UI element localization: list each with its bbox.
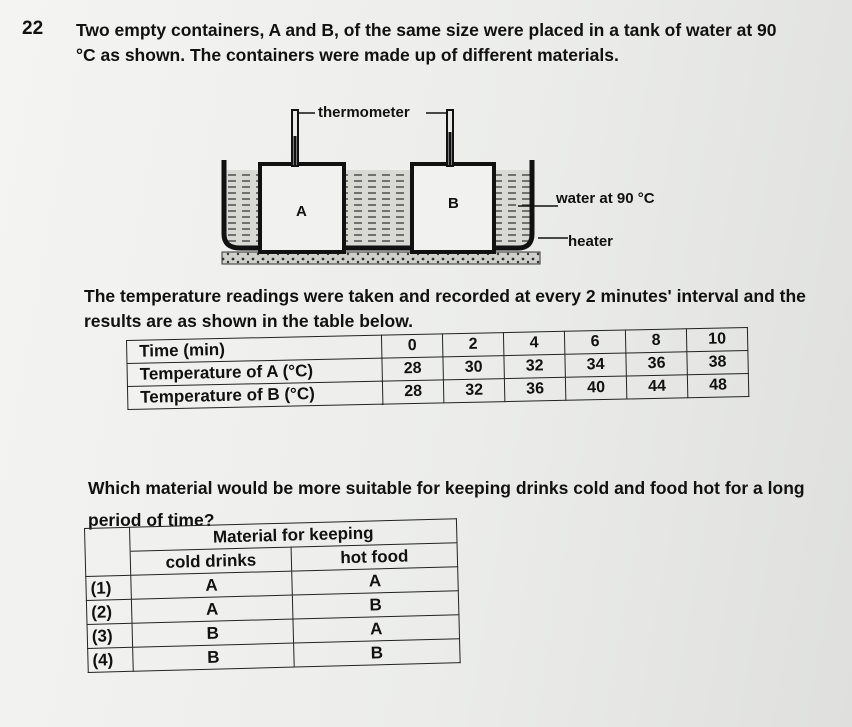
readings-description: The temperature readings were taken and recorded at every 2 minutes' interval and the results are as shown in the table below. [84, 286, 806, 331]
table-cell: 48 [687, 373, 748, 397]
container-a-label: A [296, 203, 307, 220]
table-cell: 0 [381, 334, 442, 358]
table-cell: 6 [564, 330, 625, 354]
table-cell: 36 [504, 377, 565, 401]
table-cell: 30 [443, 356, 504, 380]
table-cell: 2 [442, 333, 503, 357]
table-cell: 36 [626, 352, 687, 376]
question-stem: Two empty containers, A and B, of the same size were placed in a tank of water at 90 °C as shown. The containers were made up of different materials. [76, 20, 777, 65]
table-cell: 4 [503, 331, 564, 355]
option-number[interactable]: (1) [86, 575, 132, 600]
table-cell: 44 [626, 375, 687, 399]
option-cold: B [133, 643, 295, 671]
table-cell: 38 [687, 350, 748, 374]
row-label: Time (min) [127, 335, 382, 363]
water-label: water at 90 °C [556, 190, 655, 207]
heater-label: heater [568, 233, 614, 250]
container-b-label: B [448, 195, 459, 212]
option-number[interactable]: (4) [88, 647, 134, 672]
option-hot: A [293, 615, 460, 643]
option-cold: B [132, 619, 294, 647]
option-hot: B [294, 639, 461, 667]
header-hot-food: hot food [291, 543, 458, 571]
row-label: Temperature of B (°C) [127, 381, 382, 409]
question-text: Which material would be more suitable for keeping drinks cold and food hot for a long period of time? [88, 478, 805, 530]
option-number[interactable]: (2) [86, 599, 132, 624]
header-cold-drinks: cold drinks [130, 547, 292, 575]
table-cell: 28 [382, 357, 443, 381]
option-hot: B [292, 591, 459, 619]
results-table [126, 327, 749, 410]
option-cold: A [131, 595, 293, 623]
header-material: Material for keeping [129, 519, 457, 552]
table-cell: 34 [565, 353, 626, 377]
table-cell: 32 [504, 354, 565, 378]
table-cell: 28 [382, 380, 443, 404]
table-cell: 10 [686, 327, 747, 351]
table-cell: 8 [625, 329, 686, 353]
question-number: 22 [22, 18, 44, 39]
thermometer-label: thermometer [318, 104, 410, 121]
row-label: Temperature of A (°C) [127, 358, 382, 386]
option-number[interactable]: (3) [87, 623, 133, 648]
option-hot: A [292, 567, 459, 595]
tank-diagram [200, 88, 680, 273]
answer-options-table [84, 518, 461, 673]
table-cell: 40 [565, 376, 626, 400]
option-cold: A [131, 571, 293, 599]
table-cell: 32 [443, 379, 504, 403]
